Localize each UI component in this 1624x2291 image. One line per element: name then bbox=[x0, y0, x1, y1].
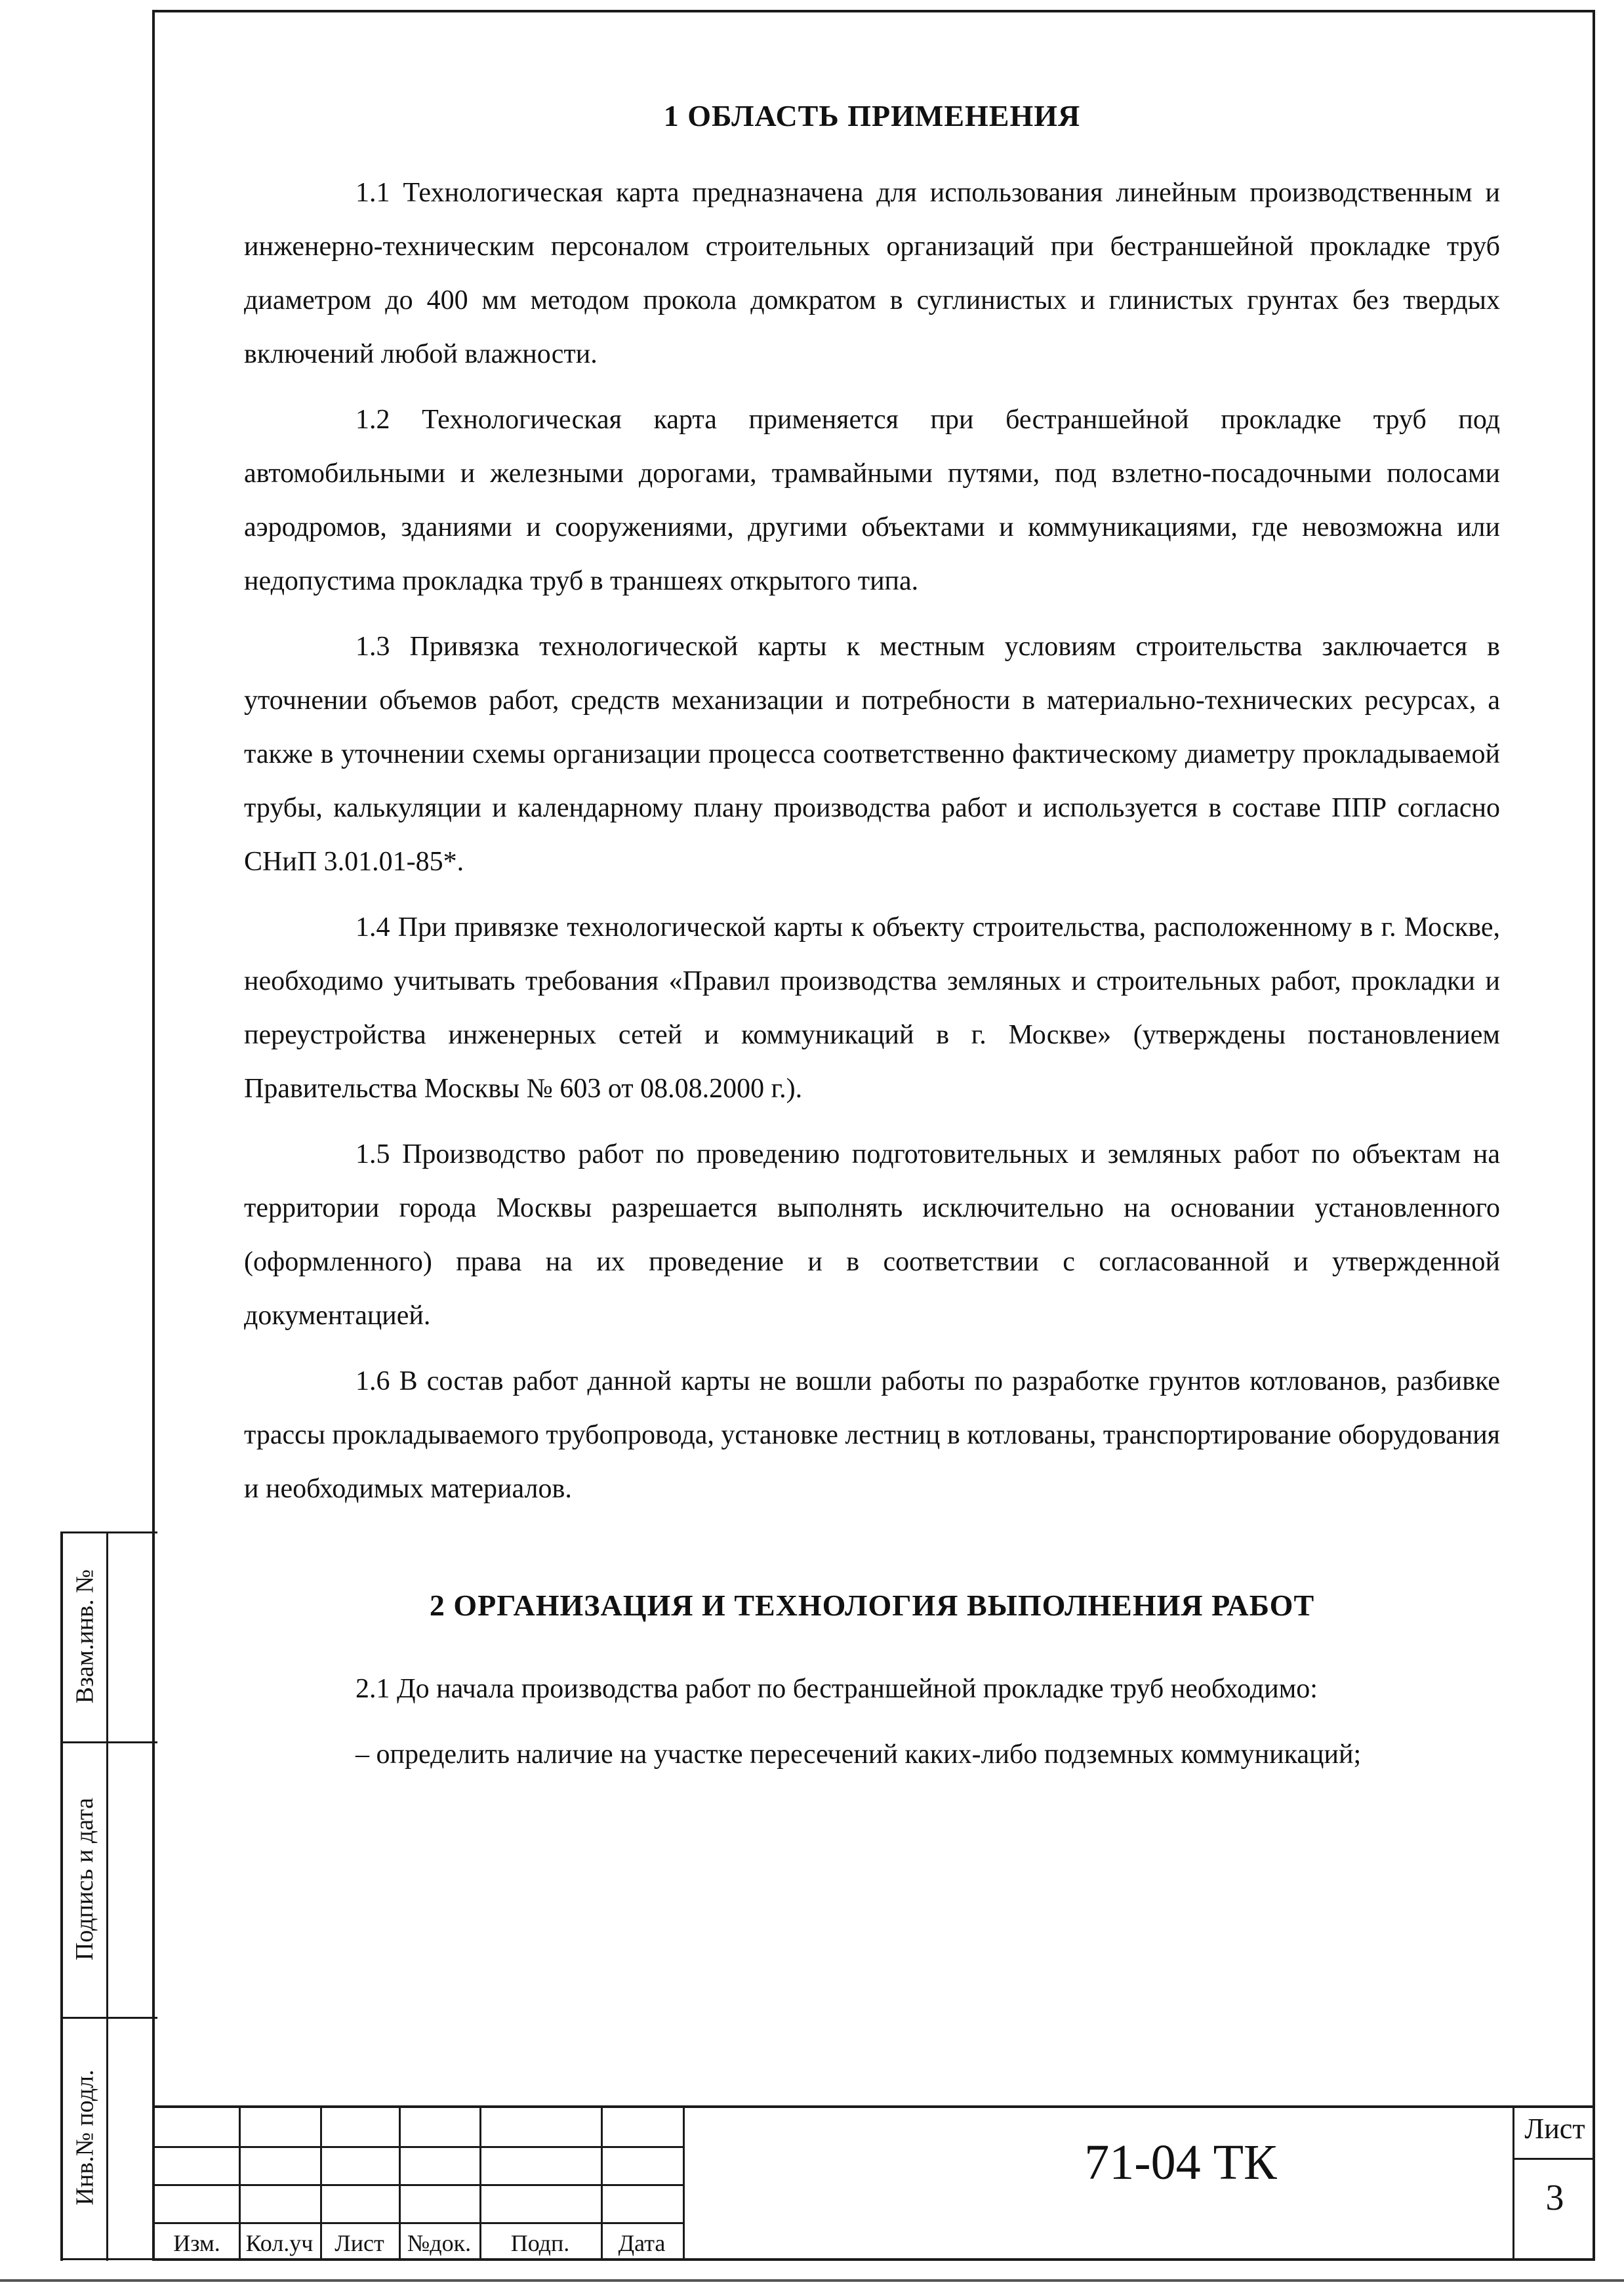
col-list: Лист bbox=[335, 2230, 384, 2256]
paragraph-1-2: 1.2 Технологическая карта применяется при бестраншейной прокладке труб под автомобильными и железными дорогами, трамвайными путями, под взлетно-посадочными полосами аэродромов, зданиями и сооружениями, другими объектами и коммуникациями, где невозможна или недопустима прокладка труб в траншеях открытого типа. bbox=[244, 405, 1500, 596]
sheet-box bbox=[1512, 2108, 1595, 2261]
col-kol-uch: Кол.уч bbox=[245, 2230, 314, 2256]
vzam-inv-label: Взам.инв. № bbox=[71, 1569, 99, 1704]
paragraph-1-1: 1.1 Технологическая карта предназначена для использования линейным производственным и инженерно-техническим персоналом строительных организаций при бестраншейной прокладке труб диаметром до 400 мм методом прокола домкратом в суглинистых и глинистых грунтах без твердых включений любой влажности. bbox=[244, 178, 1500, 369]
section-1-title: 1 ОБЛАСТЬ ПРИМЕНЕНИЯ bbox=[663, 99, 1081, 132]
col-podp: Подп. bbox=[510, 2230, 570, 2256]
paragraph-1-5: 1.5 Производство работ по проведению подготовительных и земляных работ по объектам на территории города Москвы разрешается выполнять исключительно на основании установленного (оформленного) права на их проведение и в соответствии с согласованной и утвержденной документацией. bbox=[244, 1139, 1500, 1331]
binding-strip bbox=[60, 1531, 155, 2261]
paragraph-1-3: 1.3 Привязка технологической карты к местным условиям строительства заключается в уточнении объемов работ, средств механизации и потребности в материально-технических ресурсах, а также в уточнении схемы организации процесса соответственно фактическому диаметру прокладываемой трубы, калькуляции и календарному плану производства работ и используется в составе ППР согласно СНиП 3.01.01-85*. bbox=[244, 632, 1500, 877]
col-ndok: №док. bbox=[407, 2230, 472, 2256]
col-data: Дата bbox=[618, 2230, 666, 2256]
title-block bbox=[155, 2105, 1595, 2261]
col-izm: Изм. bbox=[173, 2230, 220, 2256]
paragraph-1-6: 1.6 В состав работ данной карты не вошли работы по разработке грунтов котлованов, разбивке трассы прокладываемого трубопровода, установке лестниц в котлованы, транспортирование оборудования и необходимых материалов. bbox=[244, 1366, 1500, 1504]
scan-edge-line bbox=[0, 2279, 1624, 2282]
sheet-label: Лист bbox=[1524, 2113, 1585, 2145]
sheet-number: 3 bbox=[1545, 2178, 1564, 2218]
section-2-title: 2 ОРГАНИЗАЦИЯ И ТЕХНОЛОГИЯ ВЫПОЛНЕНИЯ РАБОТ bbox=[429, 1589, 1315, 1622]
inv-original-label: Инв.№ подл. bbox=[71, 2069, 99, 2206]
paragraph-2-1-item: – определить наличие на участке пересечений каких-либо подземных коммуникаций; bbox=[355, 1739, 1362, 1770]
document-body bbox=[244, 98, 1500, 1781]
paragraph-1-4: 1.4 При привязке технологической карты к объекту строительства, расположенному в г. Москве, необходимо учитывать требования «Правил производства земляных и строительных работ, прокладки и переустройства инженерных сетей и коммуникаций в г. Москве» (утверждены постановлением Правительства Москвы № 603 от 08.08.2000 г.). bbox=[244, 912, 1500, 1104]
paragraph-2-1: 2.1 До начала производства работ по бестраншейной прокладке труб необходимо: bbox=[355, 1674, 1318, 1704]
document-code: 71-04 ТК bbox=[683, 2108, 1624, 2261]
revision-grid bbox=[155, 2108, 683, 2261]
signature-date-label: Подпись и дата bbox=[71, 1797, 99, 1961]
